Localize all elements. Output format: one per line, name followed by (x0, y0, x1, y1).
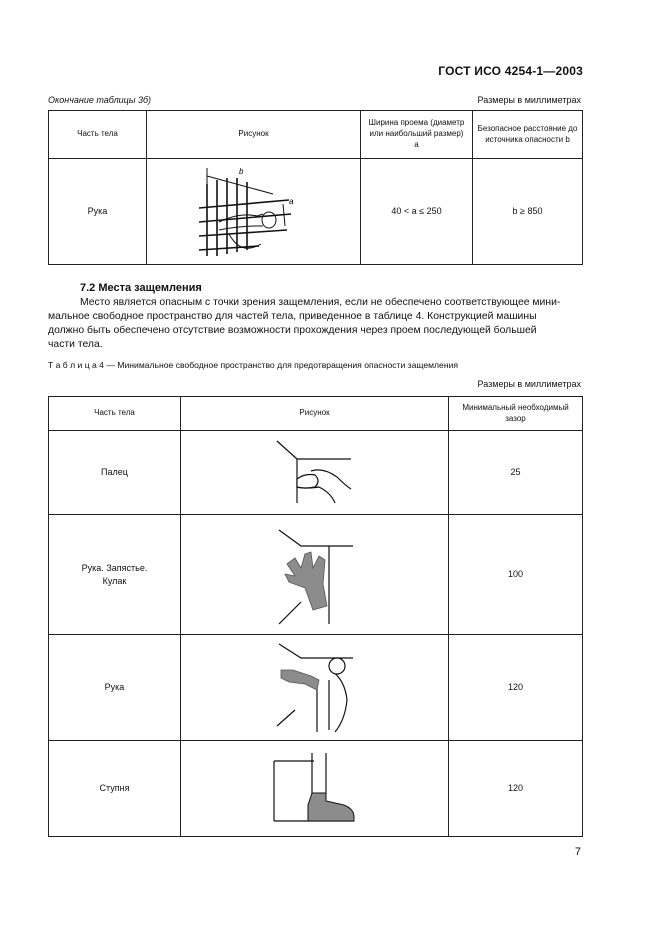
paragraph-line: мальное свободное пространство для частей тела, приведенное в таблице 4. Конструкцией машины (48, 311, 537, 322)
body-part-cell: Палец (49, 431, 181, 515)
table-row (49, 515, 583, 635)
dim-label-a: a (288, 196, 293, 206)
body-part-cell: Ступня (49, 741, 181, 837)
gap-cell: 120 (449, 635, 583, 741)
col-header-distance: Безопасное расстояние до источника опасности b (473, 111, 583, 159)
gap-cell: 120 (449, 741, 583, 837)
figure-cell (181, 515, 449, 635)
body-part-text: Рука. Запястье. Кулак (81, 563, 148, 586)
section-paragraph (48, 296, 584, 352)
table-header-row (49, 397, 583, 431)
arm-through-grid-figure (199, 164, 309, 260)
table3-caption: Окончание таблицы 3б) (48, 95, 152, 105)
figure-cell (181, 635, 449, 741)
table3-units: Размеры в миллиметрах (477, 95, 581, 105)
figure-cell (181, 741, 449, 837)
document-id: ГОСТ ИСО 4254-1—2003 (438, 64, 583, 78)
section-number: 7.2 (80, 282, 96, 294)
section-title: Места защемления (98, 282, 202, 294)
col-header-figure: Рисунок (181, 397, 449, 431)
foot-figure (270, 749, 360, 829)
table-row (49, 159, 583, 265)
gap-cell: 100 (449, 515, 583, 635)
table-row (49, 635, 583, 741)
col-header-gap: Минимальный необходимый зазор (449, 397, 583, 431)
arm-figure (275, 640, 355, 736)
dim-label-b: b (238, 166, 243, 176)
section-heading (80, 282, 202, 294)
figure-cell (147, 159, 361, 265)
finger-figure (275, 437, 355, 509)
paragraph-line: части тела. (48, 339, 103, 350)
table4-caption: Т а б л и ц а 4 — Минимальное свободное пространство для предотвращения опасности защемления (48, 360, 459, 370)
hand-wrist-figure (275, 524, 355, 626)
page-number: 7 (574, 846, 581, 858)
table-row (49, 431, 583, 515)
opening-cell: 40 < a ≤ 250 (361, 159, 473, 265)
table-header-row (49, 111, 583, 159)
figure-cell (181, 431, 449, 515)
table-row (49, 741, 583, 837)
col-header-figure: Рисунок (147, 111, 361, 159)
col-header-opening: Ширина проема (диаметр или наибольший размер) a (361, 111, 473, 159)
col-header-body-part: Часть тела (49, 111, 147, 159)
body-part-cell (49, 515, 181, 635)
distance-cell: b ≥ 850 (473, 159, 583, 265)
table4 (48, 396, 583, 837)
body-part-cell: Рука (49, 635, 181, 741)
paragraph-line: Место является опасным с точки зрения защемления, если не обеспечено соответствующее мини- (80, 297, 561, 308)
col-header-body-part: Часть тела (49, 397, 181, 431)
table4-units: Размеры в миллиметрах (477, 379, 581, 389)
table3-end (48, 110, 583, 265)
gap-cell: 25 (449, 431, 583, 515)
paragraph-line: должно быть обеспечено отсутствие возможности прохождения через проем последующей большей (48, 325, 537, 336)
body-part-cell: Рука (49, 159, 147, 265)
